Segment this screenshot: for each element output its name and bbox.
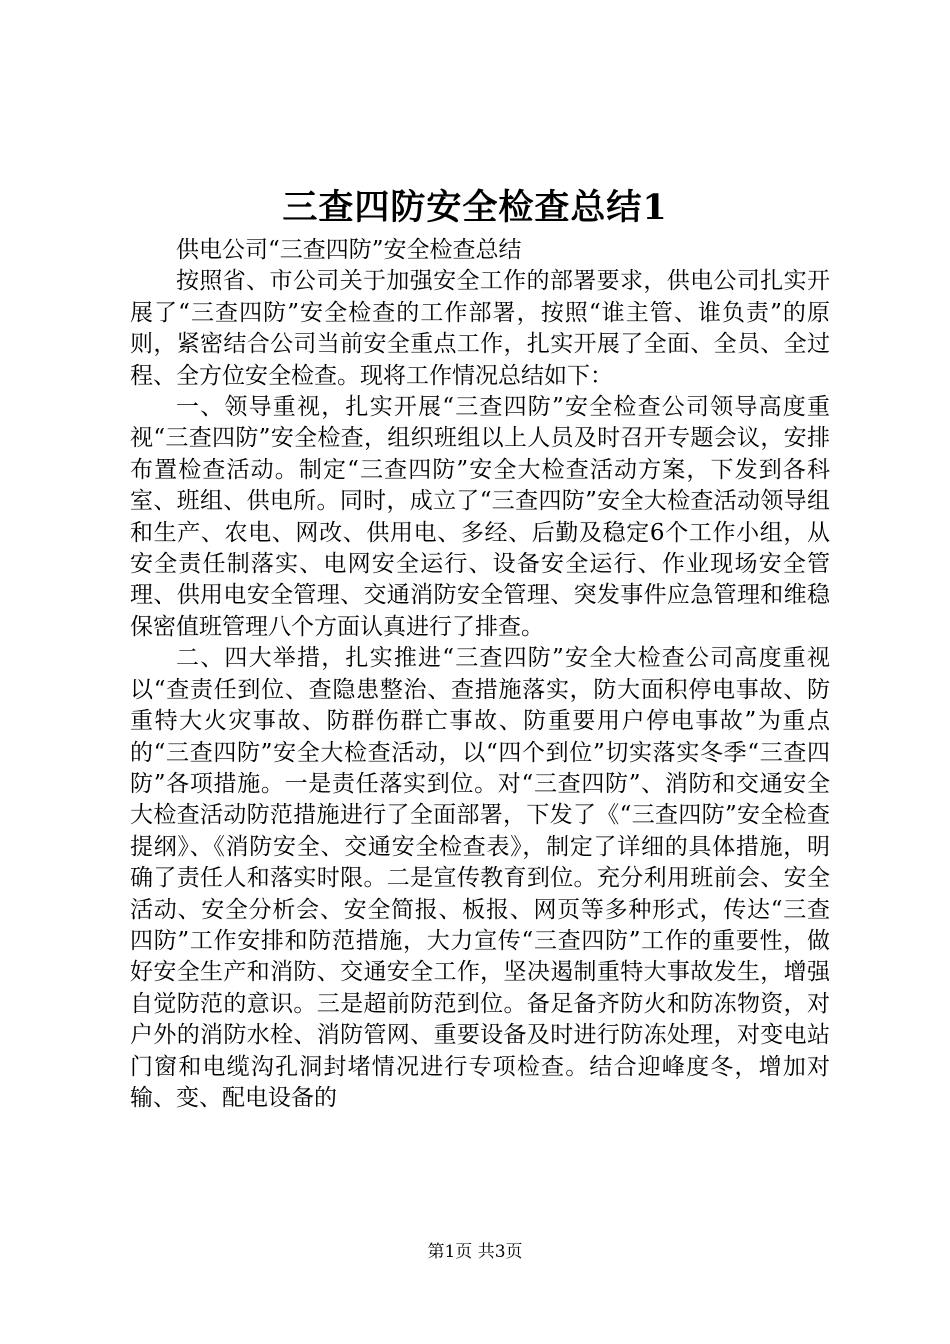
paragraph-intro: 按照省、市公司关于加强安全工作的部署要求，供电公司扎实开展了“三查四防”安全检查的工作部署，按照“谁主管、谁负责”的原则，紧密结合公司当前安全重点工作，扎实开展了全面、全员、全过程、全方位安全检查。现将工作情况总结如下： — [130, 268, 830, 389]
paragraph-section-one: 一、领导重视，扎实开展“三查四防”安全检查公司领导高度重视“三查四防”安全检查，组织班组以上人员及时召开专题会议，安排布置检查活动。制定“三查四防”安全大检查活动方案，下发到各科室、班组、供电所。同时，成立了“三查四防”安全大检查活动领导组和生产、农电、网改、供用电、多经、后勤及稳定6个工作小组，从安全责任制落实、电网安全运行、设备安全运行、作业现场安全管理、供用电安全管理、交通消防安全管理、突发事件应急管理和维稳保密值班管理八个方面认真进行了排查。 — [130, 394, 830, 640]
page-number-footer: 第1页 共3页 — [427, 1242, 523, 1262]
document-title: 三查四防安全检查总结1 — [282, 187, 668, 228]
paragraph-section-two: 二、四大举措，扎实推进“三查四防”安全大检查公司高度重视以“查责任到位、查隐患整治、查措施落实，防大面积停电事故、防重特大火灾事故、防群伤群亡事故、防重要用户停电事故”为重点的“三查四防”安全大检查活动，以“四个到位”切实落实冬季“三查四防”各项措施。一是责任落实到位。对“三查四防”、消防和交通安全大检查活动防范措施进行了全面部署，下发了《“三查四防”安全检查提纲》、《消防安全、交通安全检查表》，制定了详细的具体措施，明确了责任人和落实时限。二是宣传教育到位。充分利用班前会、安全活动、安全分析会、安全简报、板报、网页等多种形式，传达“三查四防”工作安排和防范措施，大力宣传“三查四防”工作的重要性，做好安全生产和消防、交通安全工作，坚决遏制重特大事故发生，增强自觉防范的意识。三是超前防范到位。备足备齐防火和防冻物资，对户外的消防水栓、消防管网、重要设备及时进行防冻处理，对变电站门窗和电缆沟孔洞封堵情况进行专项检查。结合迎峰度冬，增加对输、变、配电设备的 — [130, 645, 830, 1111]
document-body — [130, 235, 830, 1114]
paragraph-subtitle: 供电公司“三查四防”安全检查总结 — [176, 237, 522, 263]
